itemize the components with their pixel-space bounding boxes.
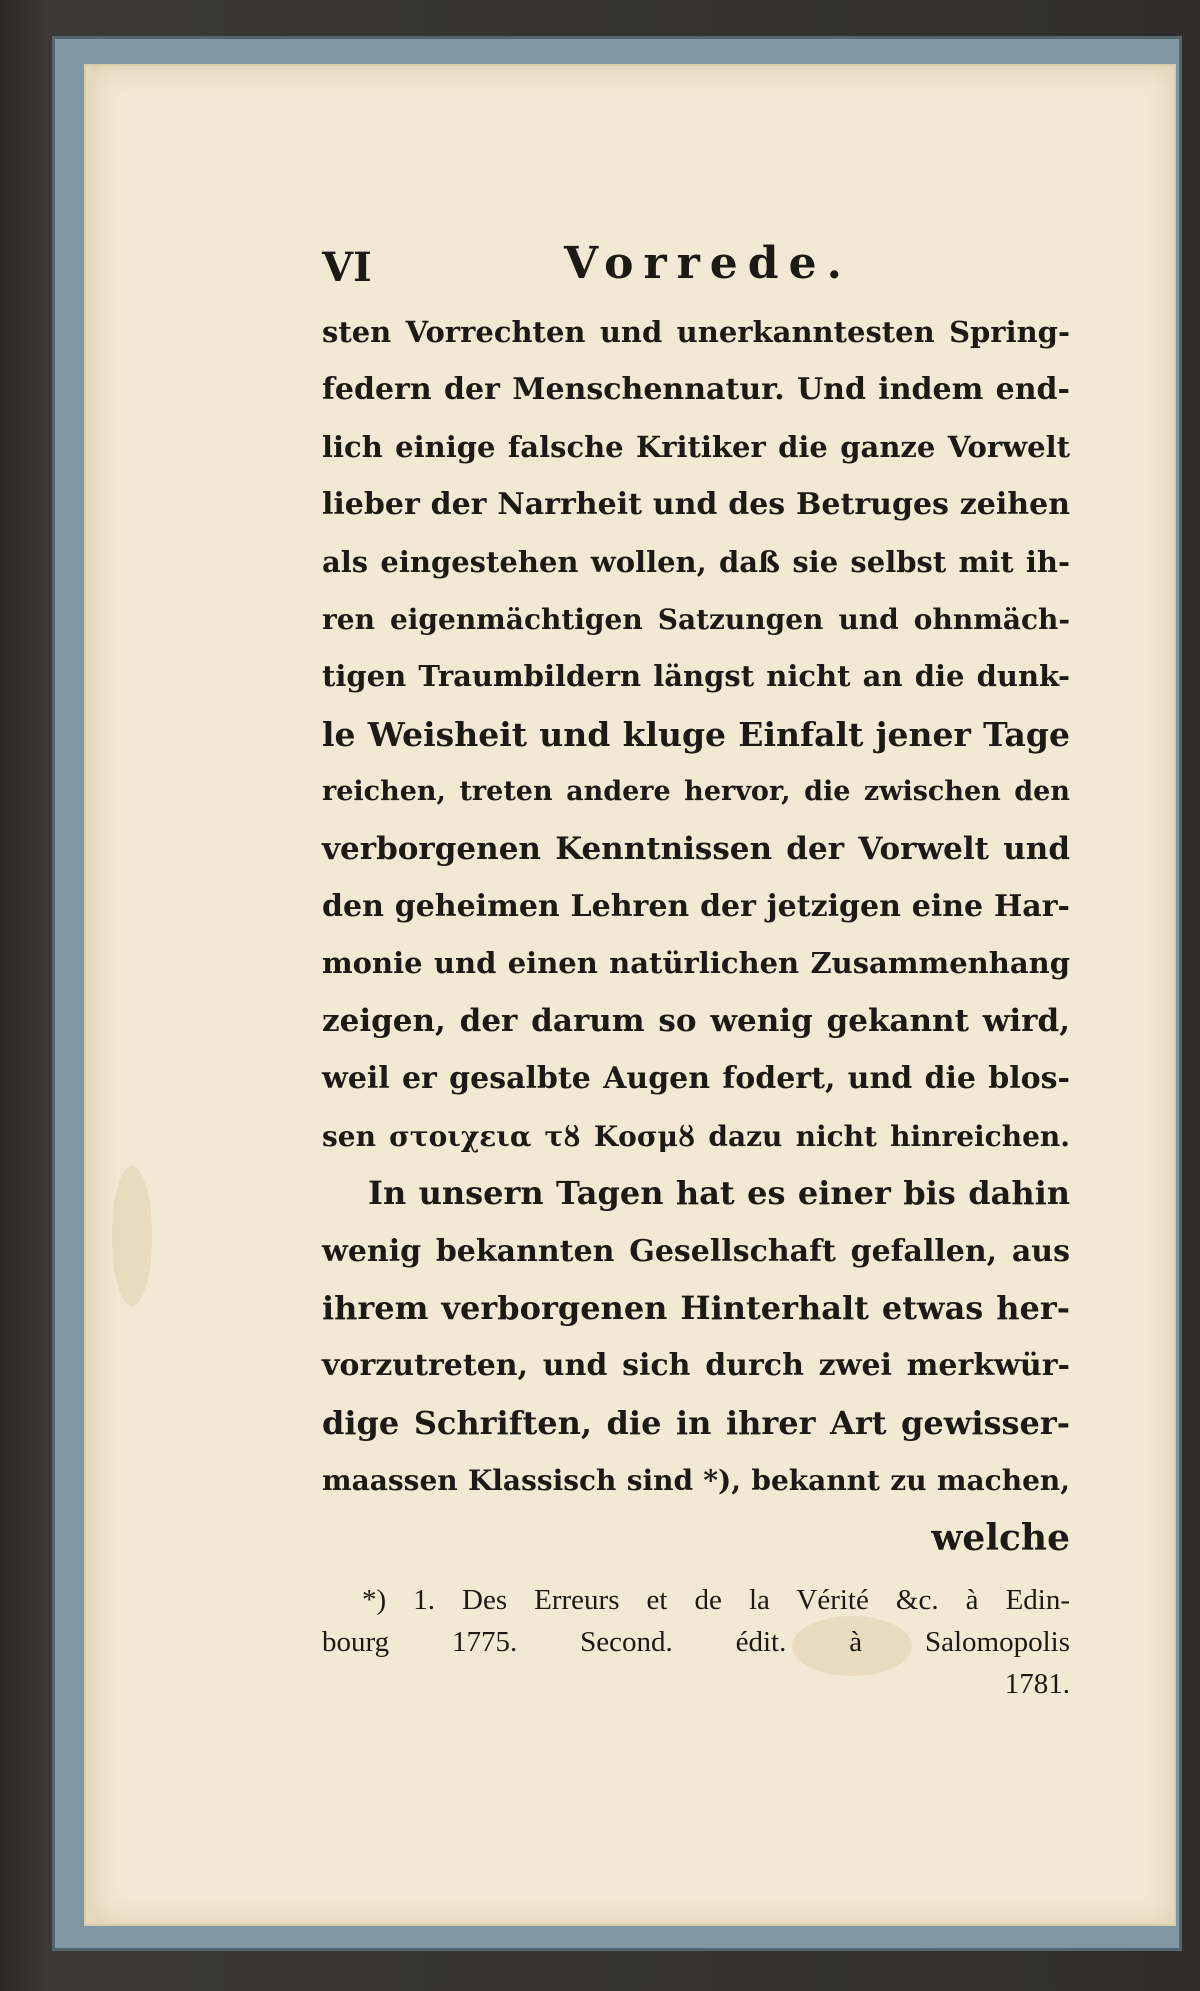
text-line: le Weisheit und kluge Einfalt jener Tage [322,714,1070,754]
text-line: In unsern Tagen hat es einer bis dahin [368,1174,1070,1213]
running-head: Vorrede. [564,238,852,289]
text-line: lich einige falsche Kritiker die ganze Vorwelt [322,429,1070,464]
text-line: welche [931,1516,1070,1559]
page-stain [112,1166,152,1306]
body-text [322,304,1070,1567]
text-block [232,238,1070,1705]
text-line: zeigen, der darum so wenig gekannt wird, [322,1002,1070,1039]
footnote-line: *) 1. Des Erreurs et de la Vérité &c. à Edin- [362,1583,1070,1616]
text-line: ren eigenmächtigen Satzungen und ohnmäch- [322,603,1070,637]
text-line: lieber der Narrheit und des Betruges zeihen [322,487,1070,523]
text-line: dige Schriften, die in ihrer Art gewisser- [322,1403,1070,1442]
text-line: ihrem verborgenen Hinterhalt etwas her- [322,1288,1070,1327]
text-line: wenig bekannten Gesellschaft gefallen, aus [322,1233,1070,1269]
text-line: den geheimen Lehren der jetzigen eine Har- [322,889,1070,925]
text-line: weil er gesalbte Augen fodert, und die blos- [322,1061,1070,1097]
text-line: verborgenen Kenntnissen der Vorwelt und [322,830,1070,867]
text-line: sten Vorrechten und unerkanntesten Spring- [322,315,1070,349]
footnote-line: bourg 1775. Second. édit. à Salomopolis [322,1625,1070,1658]
text-line: federn der Menschennatur. Und indem end- [322,372,1070,408]
text-line: vorzutreten, und sich durch zwei merkwür- [322,1348,1070,1384]
page-number: VI [322,244,372,291]
text-line: sen στοιχεια τȣ Κοσμȣ dazu nicht hinreichen. [322,1119,1070,1153]
text-line: tigen Traumbildern längst nicht an die dunk- [322,659,1070,694]
page-header [232,238,1070,294]
text-line: als eingestehen wollen, daß sie selbst mit ih- [322,544,1070,579]
footnote [322,1579,1070,1705]
text-line: maassen Klassisch sind *), bekannt zu machen, [322,1464,1070,1498]
text-line: reichen, treten andere hervor, die zwischen den [322,776,1070,808]
text-line: monie und einen natürlichen Zusammenhang [322,946,1070,981]
footnote-line: 1781. [1004,1667,1070,1700]
